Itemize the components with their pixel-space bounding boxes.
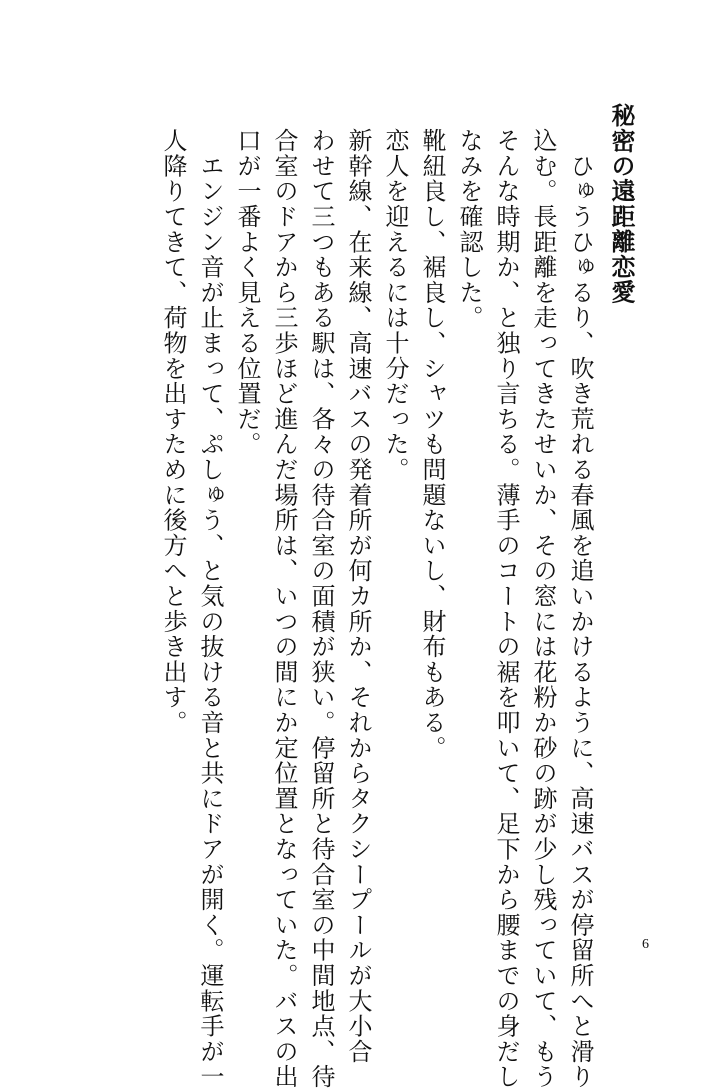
text-line-12: 人降りてきて、荷物を出すために後方へと歩き出す。 [159, 128, 187, 736]
page-number: 6 [642, 937, 649, 952]
text-line-11: エンジン音が止まって、ぷしゅう、と気の抜ける音と共にドアが開く。運転手が一 [196, 128, 224, 1089]
text-line-6: 恋人を迎えるには十分だった。 [381, 128, 409, 483]
text-line-8: わせて三つもある駅は、各々の待合室の面積が狭い。停留所と待合室の中間地点、待 [307, 128, 335, 1089]
chapter-title: 秘密の遠距離恋愛 [607, 103, 636, 305]
text-line-7: 新幹線、在来線、高速バスの発着所が何カ所か、それからタクシープールが大小合 [344, 128, 372, 1065]
text-line-9: 合室のドアから三歩ほど進んだ場所は、いつの間にか定位置となっていた。バスの出 [270, 128, 298, 1089]
text-line-3: そんな時期か、と独り言ちる。薄手のコートの裾を叩いて、足下から腰までの身だし [492, 128, 520, 1089]
text-line-4: なみを確認した。 [455, 128, 483, 331]
text-line-10: 口が一番よく見える位置だ。 [233, 128, 261, 457]
text-line-5: 靴紐良し、裾良し、シャツも問題ないし、財布もある。 [418, 128, 446, 761]
text-line-2: 込む。長距離を走ってきたせいか、その窓には花粉か砂の跡が少し残っていて、もう [529, 128, 557, 1089]
text-line-1: ひゅうひゅるり、吹き荒れる春風を追いかけるように、高速バスが停留所へと滑り [566, 128, 594, 1089]
